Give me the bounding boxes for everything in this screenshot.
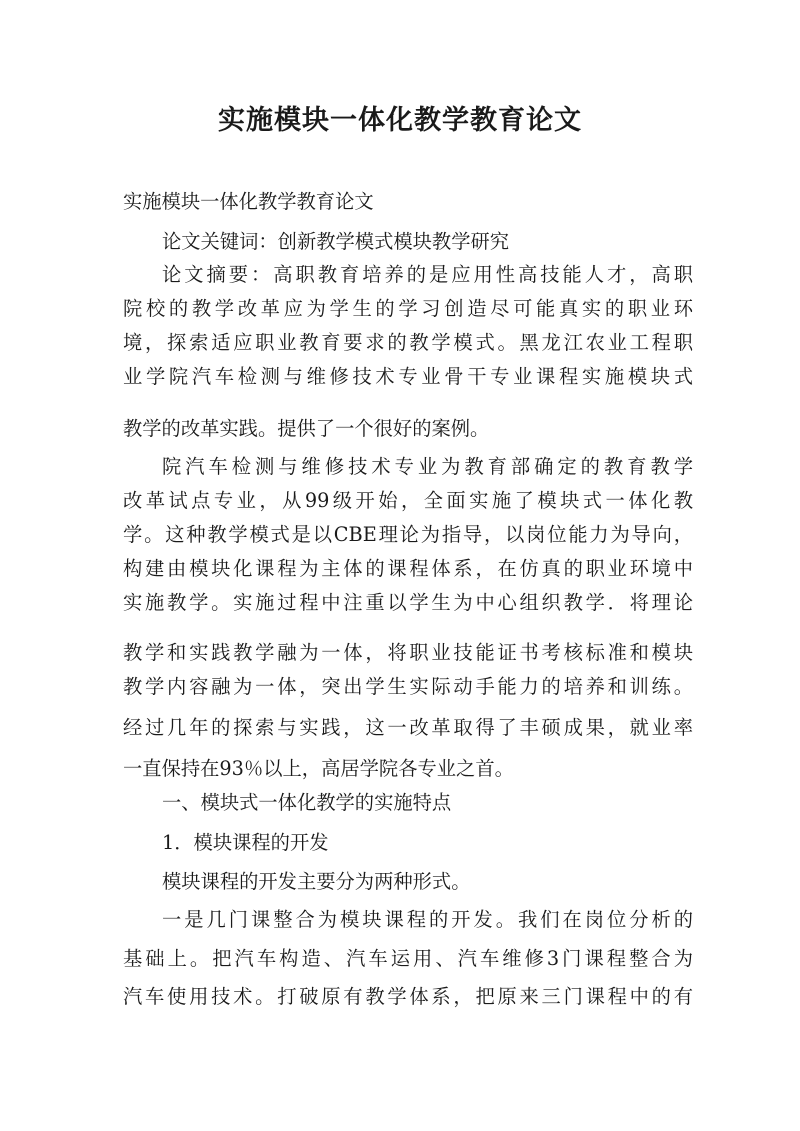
text-line: 院校的教学改革应为学生的学习创造尽可能真实的职业环 — [123, 297, 693, 320]
text-line: 一是几门课整合为模块课程的开发。我们在岗位分析的 — [162, 908, 693, 931]
text-line: 一直保持在93％以上，高居学院各专业之首。 — [123, 757, 514, 780]
subsection-heading: 1．模块课程的开发 — [162, 831, 329, 854]
text-line: 实施教学。实施过程中注重以学生为中心组织教学．将理论 — [123, 591, 693, 614]
text-line: 论文摘要：高职教育培养的是应用性高技能人才，高职 — [162, 263, 693, 286]
text-line: 境，探索适应职业教育要求的教学模式。黑龙江农业工程职 — [123, 331, 693, 354]
body-paragraph-2: 模块课程的开发主要分为两种形式。 — [162, 870, 471, 893]
text-line: 学。这种教学模式是以CBE理论为指导，以岗位能力为导向， — [123, 523, 693, 546]
text-line: 改革试点专业，从99级开始，全面实施了模块式一体化教 — [123, 489, 693, 512]
section-heading: 一、模块式一体化教学的实施特点 — [162, 791, 452, 814]
text-line: 经过几年的探索与实践，这一改革取得了丰硕成果，就业率 — [123, 716, 693, 739]
keywords-line: 论文关键词：创新教学模式模块教学研究 — [162, 230, 510, 253]
text-line: 教学的改革实践。提供了一个很好的案例。 — [123, 417, 490, 440]
text-line: 业学院汽车检测与维修技术专业骨干专业课程实施模块式 — [123, 365, 693, 388]
text-line: 构建由模块化课程为主体的课程体系，在仿真的职业环境中 — [123, 557, 693, 580]
text-line: 教学和实践教学融为一体，将职业技能证书考核标准和模块 — [123, 641, 693, 664]
text-line: 院汽车检测与维修技术专业为教育部确定的教育教学 — [162, 455, 693, 478]
text-line: 汽车使用技术。打破原有教学体系，把原来三门课程中的有 — [123, 985, 693, 1008]
text-line: 基础上。把汽车构造、汽车运用、汽车维修3门课程整合为 — [123, 947, 693, 970]
text-line: 教学内容融为一体，突出学生实际动手能力的培养和训练。 — [123, 675, 693, 698]
article-subtitle: 实施模块一体化教学教育论文 — [123, 190, 374, 213]
document-title: 实施模块一体化教学教育论文 — [218, 105, 582, 136]
